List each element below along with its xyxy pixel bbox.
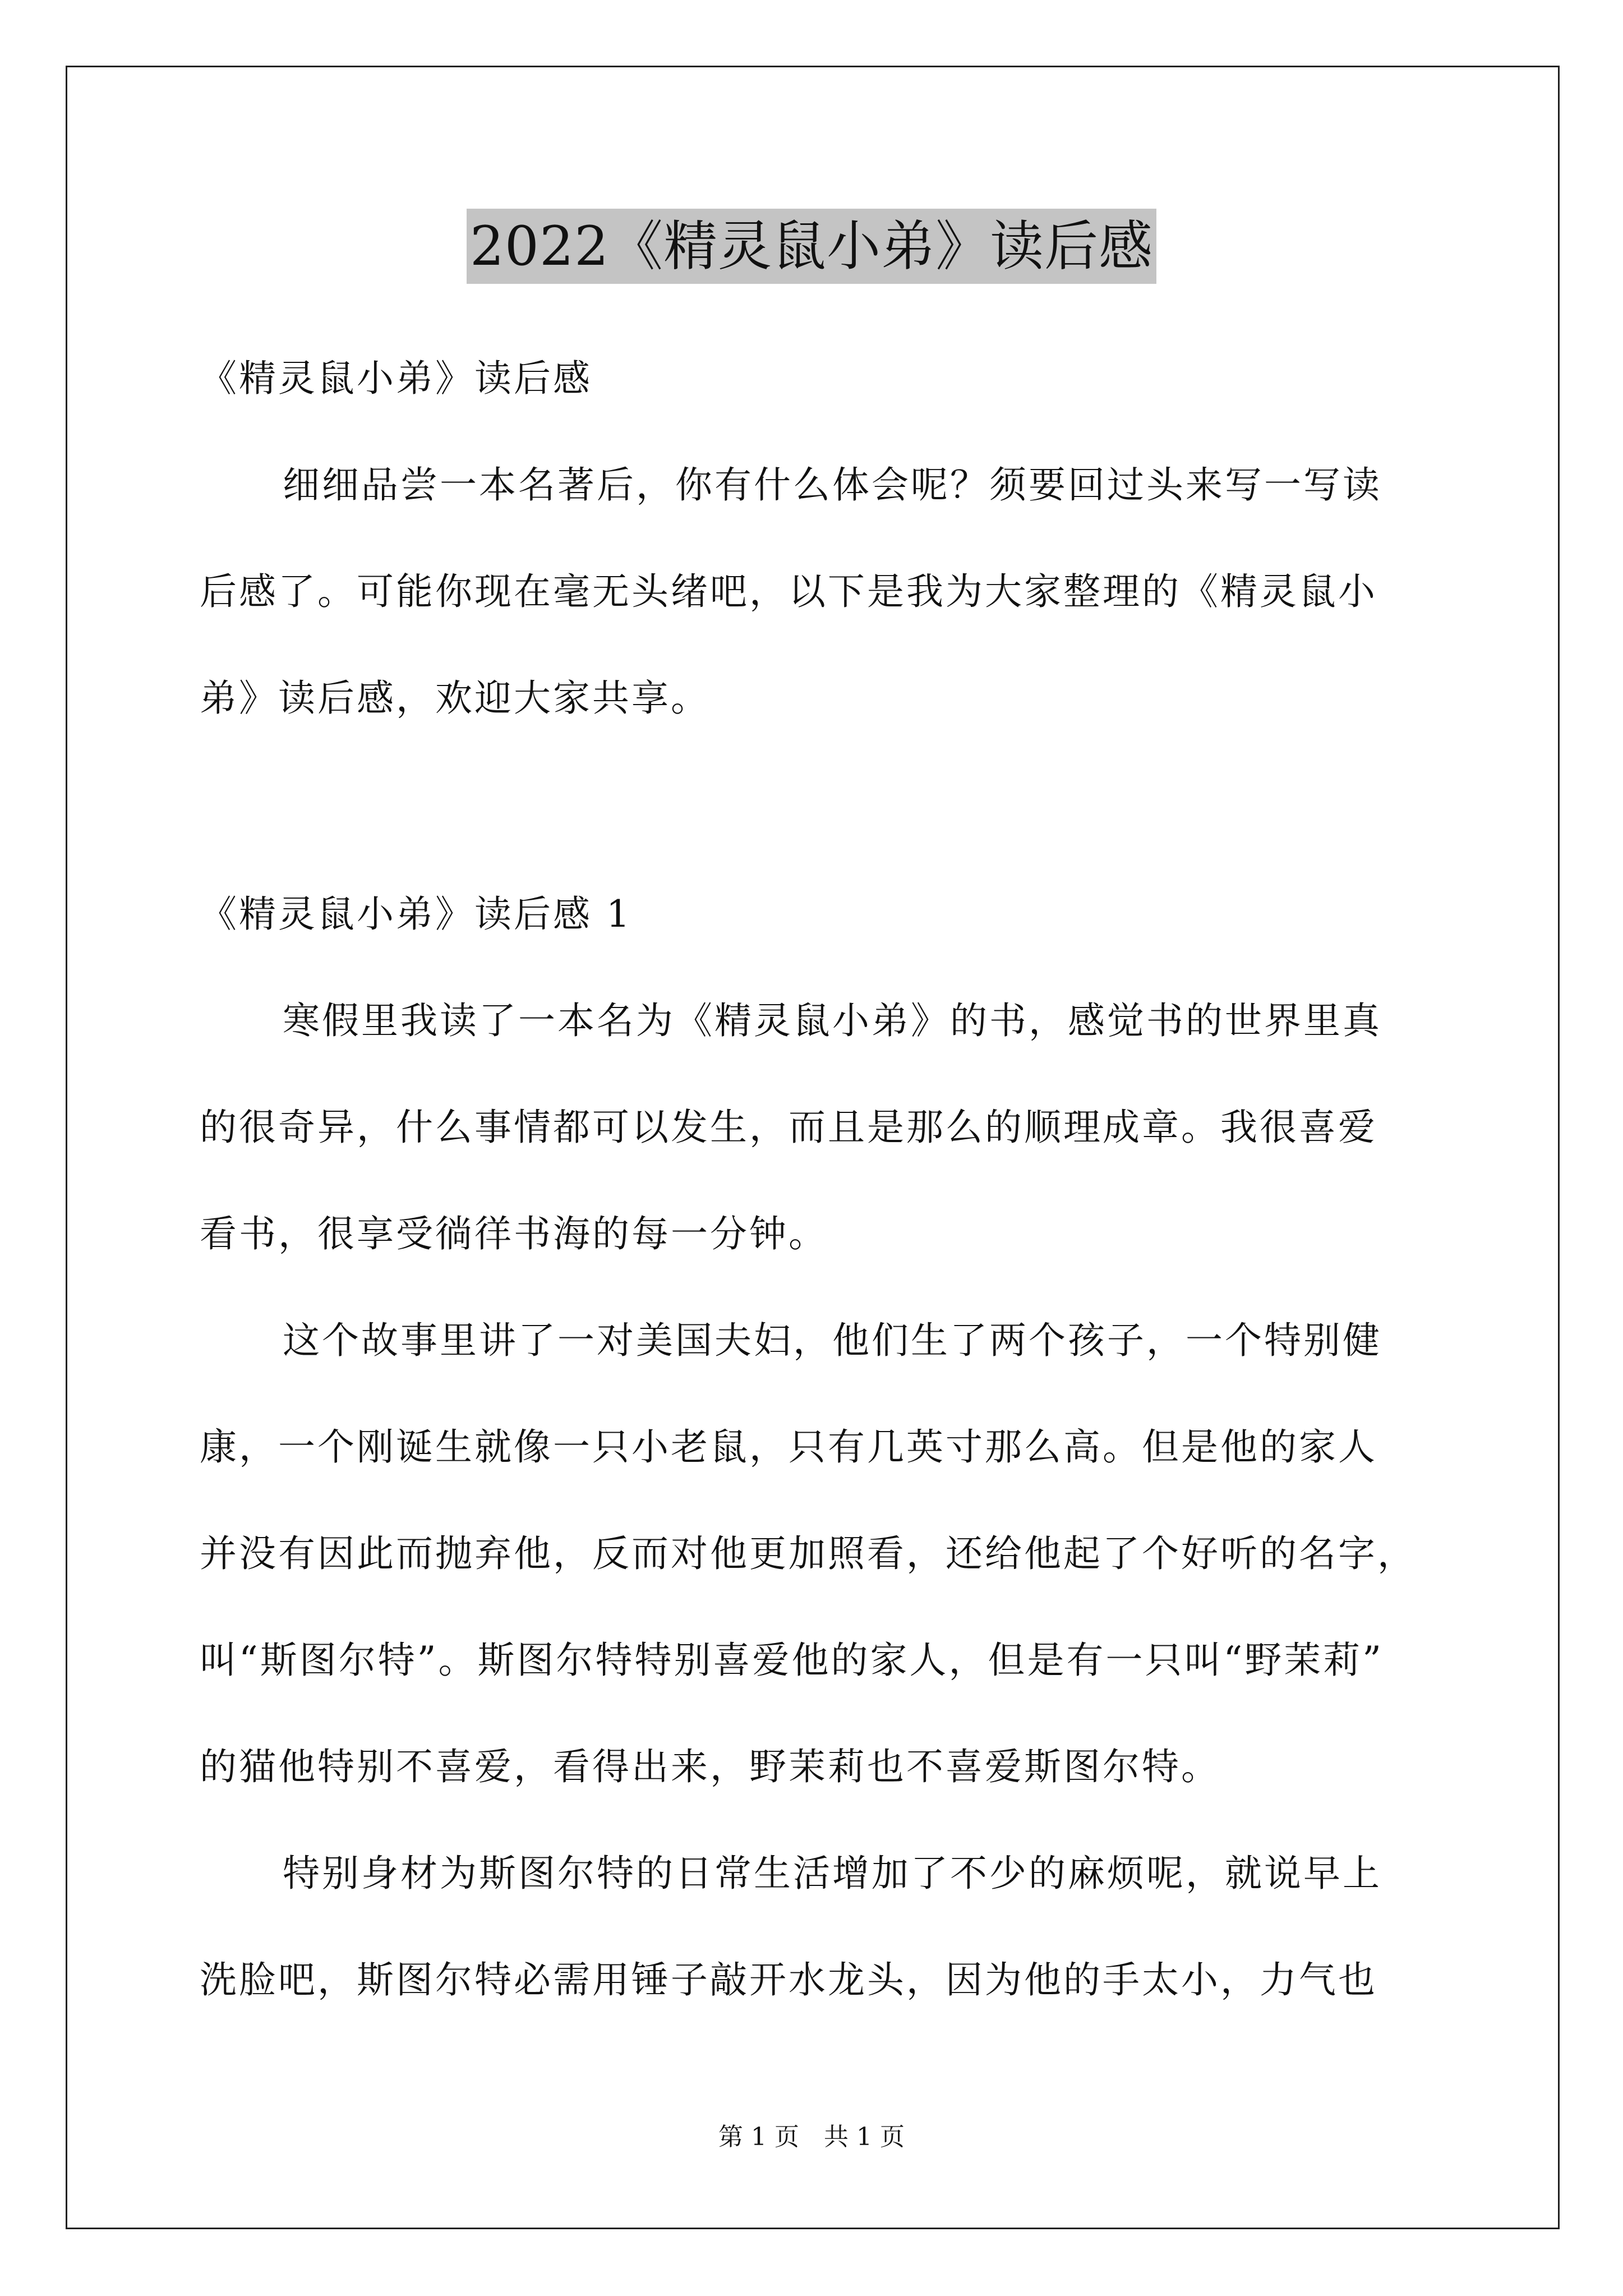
body-line-6: 并没有因此而抛弃他，反而对他更加照看，还给他起了个好听的名字， <box>200 1532 1417 1575</box>
body-line-10: 洗脸吧，斯图尔特必需用锤子敲开水龙头，因为他的手太小，力气也 <box>200 1958 1377 2001</box>
section-heading-1: 《精灵鼠小弟》读后感 1 <box>200 892 632 936</box>
body-line-2: 的很奇异，什么事情都可以发生，而且是那么的顺理成章。我很喜爱 <box>200 1106 1377 1149</box>
intro-line-1: 细细品尝一本名著后，你有什么体会呢？须要回过头来写一写读 <box>283 463 1382 507</box>
document-subtitle: 《精灵鼠小弟》读后感 <box>200 357 592 400</box>
intro-line-3: 弟》读后感，欢迎大家共享。 <box>200 677 710 720</box>
body-line-9: 特别身材为斯图尔特的日常生活增加了不少的麻烦呢，就说早上 <box>283 1852 1382 1895</box>
title-container <box>0 209 1623 284</box>
body-line-5: 康，一个刚诞生就像一只小老鼠，只有几英寸那么高。但是他的家人 <box>200 1425 1377 1469</box>
intro-line-2: 后感了。可能你现在毫无头绪吧，以下是我为大家整理的《精灵鼠小 <box>200 570 1377 613</box>
body-line-7: 叫“斯图尔特”。斯图尔特特别喜爱他的家人，但是有一只叫“野茉莉” <box>200 1639 1384 1682</box>
document-title: 2022《精灵鼠小弟》读后感 <box>467 209 1156 284</box>
page-number-footer: 第 1 页 共 1 页 <box>718 2123 905 2151</box>
body-line-3: 看书，很享受徜徉书海的每一分钟。 <box>200 1212 828 1255</box>
body-line-4: 这个故事里讲了一对美国夫妇，他们生了两个孩子，一个特别健 <box>283 1319 1382 1362</box>
body-line-1: 寒假里我读了一本名为《精灵鼠小弟》的书，感觉书的世界里真 <box>283 999 1382 1042</box>
body-line-8: 的猫他特别不喜爱，看得出来，野茉莉也不喜爱斯图尔特。 <box>200 1745 1220 1788</box>
